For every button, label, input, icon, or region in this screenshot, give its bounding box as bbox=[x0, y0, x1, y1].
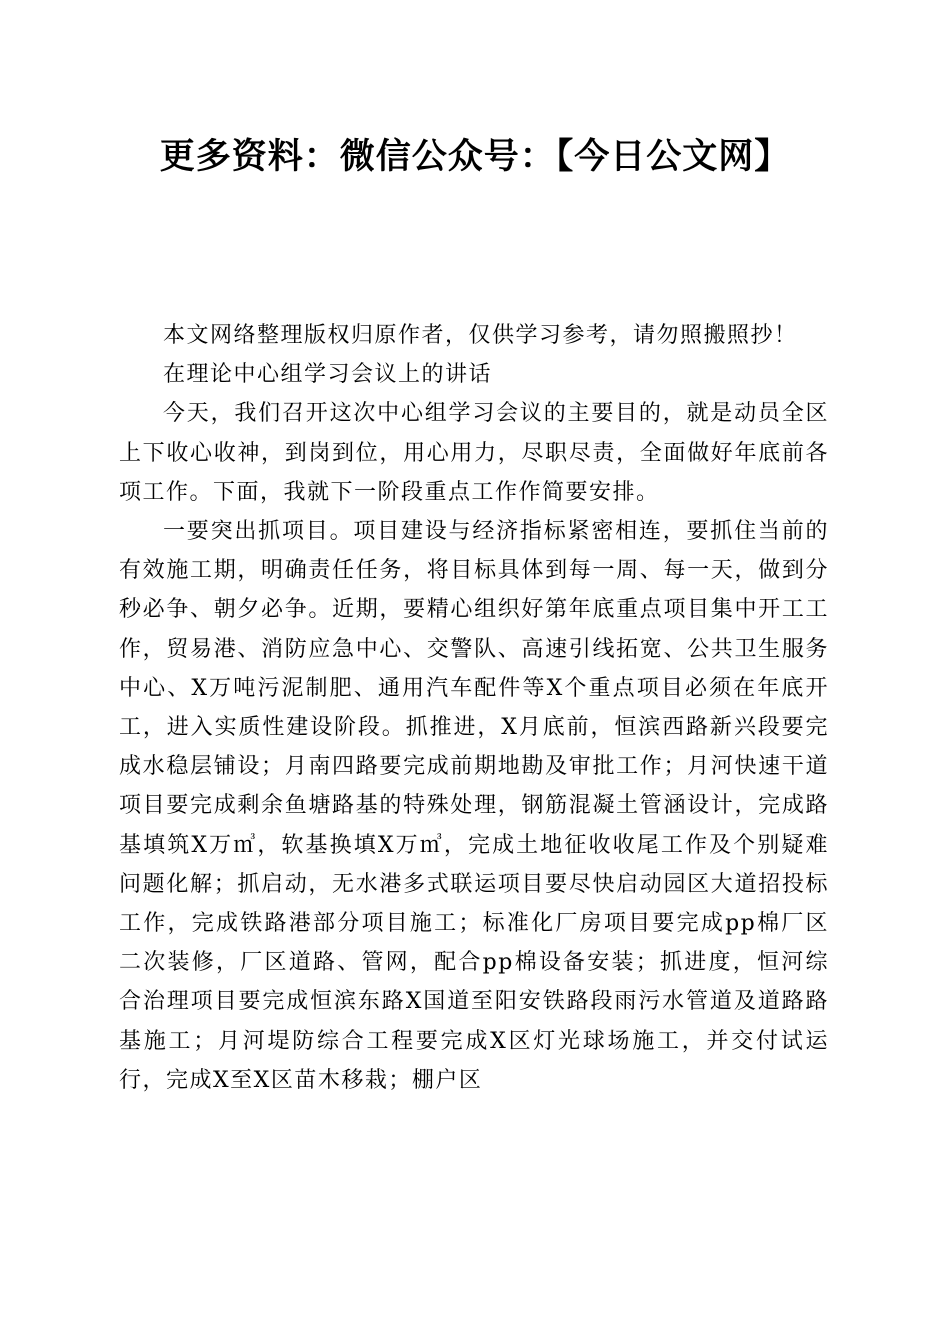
page-title: 更多资料：微信公众号：【今日公文网】 bbox=[159, 136, 791, 177]
speech-title: 在理论中心组学习会议上的讲话 bbox=[163, 362, 493, 388]
copyright-notice: 本文网络整理版权归原作者，仅供学习参考，请勿照搬照抄！ bbox=[163, 323, 798, 348]
document-body bbox=[119, 316, 829, 1100]
paragraph: 今天，我们召开这次中心组学习会议的主要目的，就是动员全区上下收心收神，到岗到位，用心用力，尽职尽责，全面做好年底前各项工作。下面，我就下一阶段重点工作作简要安排。 bbox=[119, 401, 829, 505]
paragraph: 一要突出抓项目。项目建设与经济指标紧密相连，要抓住当前的有效施工期，明确责任任务，将目标具体到每一周、每一天，做到分秒必争、朝夕必争。近期，要精心组织好第年底重点项目集中开工工作，贸易港、消防应急中心、交警队、高速引线拓宽、公共卫生服务中心、X万吨污泥制肥、通用汽车配件等X个重点项目必须在年底开工，进入实质性建设阶段。抓推进，X月底前，恒滨西路新兴段要完成水稳层铺设；月南四路要完成前期地勘及审批工作；月河快速干道项目要完成剩余鱼塘路基的特殊处理，钢筋混凝土管涵设计，完成路基填筑X万㎥，软基换填X万㎥，完成土地征收收尾工作及个别疑难问题化解；抓启动，无水港多式联运项目要尽快启动园区大道招投标工作，完成铁路港部分项目施工；标准化厂房项目要完成pp棉厂区二次装修，厂区道路、管网，配合pp棉设备安装；抓进度，恒河综合治理项目要完成恒滨东路X国道至阳安铁路段雨污水管道及道路路基施工；月河堤防综合工程要完成X区灯光球场施工，并交付试运行，完成X至X区苗木移栽；棚户区 bbox=[119, 519, 829, 1093]
